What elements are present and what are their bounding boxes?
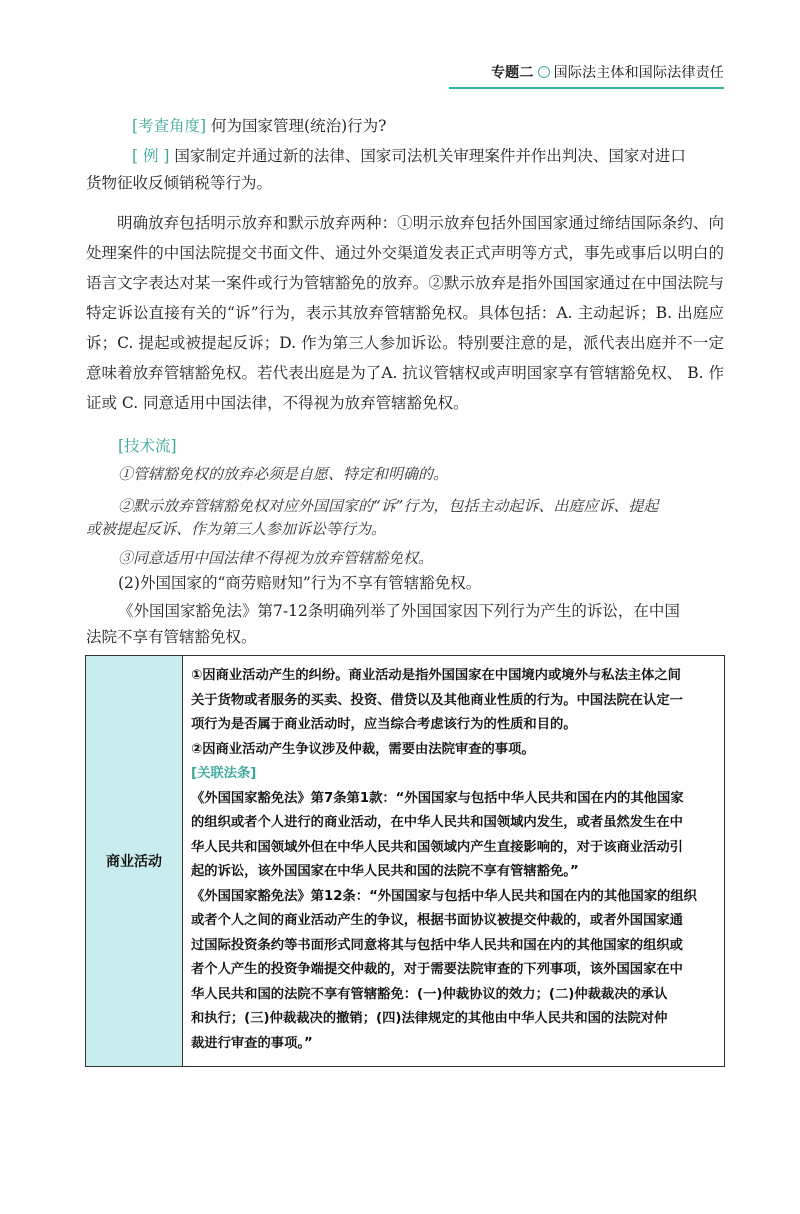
content-line: 项行为是否属于商业活动时，应当综合考虑该行为的性质和目的。 xyxy=(191,717,577,732)
row-content xyxy=(183,656,725,1067)
law-line: 过国际投资条约等书面形式同意将其与包括中华人民共和国在内的其他国家的组织或 xyxy=(191,937,683,953)
law-line: 《外国国家豁免法》第7条第1款：“外国国家与包括中华人民共和国在内的其他国家 xyxy=(191,790,684,806)
intro-line-1: 《外国国家豁免法》第7-12条明确列举了外国国家因下列行为产生的诉讼，在中国 xyxy=(118,602,680,620)
example-tag: [ 例 ] xyxy=(132,147,170,165)
law-line: 的组织或者个人进行的商业活动，在中华人民共和国领域内发生，或者虽然发生在中 xyxy=(191,815,683,830)
tech-tag: [技术流] xyxy=(118,437,177,455)
law-line: 华人民共和国的法院不享有管辖豁免：(一)仲裁协议的效力；(二)仲裁裁决的承认 xyxy=(191,986,668,1002)
example-text-1: 国家制定并通过新的法律、国家司法机关审理案件并作出判决、国家对进口 xyxy=(174,147,686,165)
page-header xyxy=(0,58,800,98)
tech-item-3: ③同意适用中国法律不得视为放弃管辖豁免权。 xyxy=(118,549,434,567)
intro-line-2: 法院不享有管辖豁免权。 xyxy=(86,628,257,646)
content-line: ②因商业活动产生争议涉及仲裁，需要由法院审查的事项。 xyxy=(191,741,535,757)
law-line: 和执行；(三)仲裁裁决的撤销；(四)法律规定的其他由中华人民共和国的法院对仲 xyxy=(191,1011,668,1026)
immunity-table xyxy=(85,655,725,1067)
header-rule xyxy=(449,87,724,89)
circle-icon xyxy=(538,66,550,78)
question-text: 何为国家管理(统治)行为? xyxy=(211,117,387,135)
law-line: 或者个人之间的商业活动产生的争议，根据书面协议被提交仲裁的，或者外国国家通 xyxy=(191,913,683,928)
law-line: 《外国国家豁免法》第12条：“外国国家与包括中华人民共和国在内的其他国家的组织 xyxy=(191,888,697,904)
tech-item-2b: 或被提起反诉、作为第三人参加诉讼等行为。 xyxy=(86,520,387,538)
tech-item-2a: ②默示放弃管辖豁免权对应外国国家的“诉”行为，包括主动起诉、出庭应诉、提起 xyxy=(118,497,659,515)
content-line: ①因商业活动产生的纠纷。商业活动是指外国国家在中国境内或境外与私法主体之间 xyxy=(191,668,681,683)
content-line: 关于货物或者服务的买卖、投资、借贷以及其他商业性质的行为。中国法院在认定一 xyxy=(191,692,683,708)
table-row xyxy=(86,656,725,1067)
chapter-title xyxy=(491,62,724,82)
law-line: 者个人产生的投资争端提交仲裁的，对于需要法院审查的下列事项，该外国国家在中 xyxy=(191,962,683,977)
question-line xyxy=(132,116,386,137)
main-paragraph: 明确放弃包括明示放弃和默示放弃两种：①明示放弃包括外国国家通过缔结国际条约、向处理案件的中国法院提交书面文件、通过外交渠道发表正式声明等方式，事先或事后以明白的语言文字表达对某一案件或行为管辖豁免的放弃。②默示放弃是指外国国家通过在中国法院与特定诉讼直接有关的“诉”行为，表示其放弃管辖豁免权。具体包括：A. 主动起诉；B. 出庭应诉；C. 提起或被提起反诉；D. 作为第三人参加诉讼。特别要注意的是，派代表出庭并不一定意味着放弃管辖豁免权。若代表出庭是为了A. 抗议管辖权或声明国家享有管辖豁免权、 B. 作证或 C. 同意适用中国法律，不得视为放弃管辖豁免权。 xyxy=(86,214,724,412)
row-label: 商业活动 xyxy=(86,656,183,1067)
example-line-1 xyxy=(132,146,686,167)
law-line: 裁进行审查的事项。” xyxy=(191,1035,313,1051)
law-line: 华人民共和国领域外但在中华人民共和国领域内产生直接影响的，对于该商业活动引 xyxy=(191,839,683,855)
law-tag: [关联法条] xyxy=(191,766,257,781)
subheading: (2)外国国家的“商劳赔财知”行为不享有管辖豁免权。 xyxy=(118,574,482,592)
chapter-prefix: 专题二 xyxy=(490,65,534,81)
example-line-2: 货物征收反倾销税等行为。 xyxy=(86,174,273,192)
chapter-name: 国际法主体和国际法律责任 xyxy=(553,65,724,81)
law-line: 起的诉讼，该外国国家在中华人民共和国的法院不享有管辖豁免。” xyxy=(191,864,579,879)
tech-item-1: ①管辖豁免权的放弃必须是自愿、特定和明确的。 xyxy=(118,465,449,483)
question-tag: [考查角度] xyxy=(132,117,207,135)
